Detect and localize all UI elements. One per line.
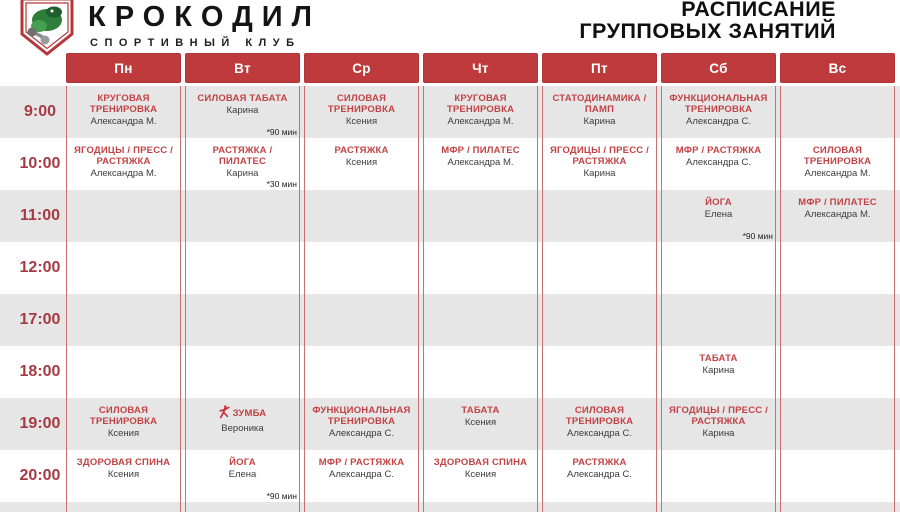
schedule-cell xyxy=(423,398,538,450)
crocodile-shield-icon xyxy=(18,0,76,56)
class-name: ЙОГА xyxy=(229,457,256,468)
trainer-name: Александра С. xyxy=(329,469,394,480)
schedule-cell xyxy=(185,138,300,190)
class-name: МФР / ПИЛАТЕС xyxy=(441,145,520,156)
schedule-cell xyxy=(661,346,776,398)
day-header-0[interactable]: Пн xyxy=(66,53,181,83)
class-name-text: ЗУМБА xyxy=(232,408,267,419)
trainer-name: Ксения xyxy=(464,417,497,428)
class-name: СИЛОВАЯ ТРЕНИРОВКА xyxy=(803,145,872,167)
day-header-1[interactable]: Вт xyxy=(185,53,300,83)
trainer-name: Ксения xyxy=(107,428,140,439)
schedule-cell xyxy=(304,86,419,138)
schedule-cell xyxy=(304,450,419,502)
duration-note: *90 мин xyxy=(266,127,297,137)
class-name: СИЛОВАЯ ТРЕНИРОВКА xyxy=(565,405,634,427)
trainer-name: Александра С. xyxy=(329,428,394,439)
time-label: 9:00 xyxy=(23,103,57,120)
time-label: 11:00 xyxy=(19,207,61,224)
trainer-name: Александра С. xyxy=(686,116,751,127)
schedule-cell xyxy=(423,450,538,502)
schedule-cell xyxy=(66,450,181,502)
class-name: ЙОГА xyxy=(705,197,732,208)
page-title-line1: РАСПИСАНИЕ xyxy=(681,0,836,21)
class-name: КРУГОВАЯ ТРЕНИРОВКА xyxy=(89,93,158,115)
club-tagline: СПОРТИВНЫЙ КЛУБ xyxy=(90,37,301,49)
day-header-6[interactable]: Вс xyxy=(780,53,895,83)
class-name: ЯГОДИЦЫ / ПРЕСС / РАСТЯЖКА xyxy=(73,145,173,167)
class-name: КРУГОВАЯ ТРЕНИРОВКА xyxy=(446,93,515,115)
duration-note: *90 мин xyxy=(742,231,773,241)
row-stripe xyxy=(0,294,900,346)
trainer-name: Ксения xyxy=(107,469,140,480)
class-name: СИЛОВАЯ ТРЕНИРОВКА xyxy=(89,405,158,427)
schedule-cell xyxy=(185,450,300,502)
trainer-name: Карина xyxy=(583,168,616,179)
schedule-cell xyxy=(780,138,895,190)
club-name: КРОКОДИЛ xyxy=(88,1,321,33)
class-name: СИЛОВАЯ ТРЕНИРОВКА xyxy=(327,93,396,115)
trainer-name: Вероника xyxy=(221,423,264,434)
schedule-cell xyxy=(542,86,657,138)
trainer-name: Александра С. xyxy=(567,469,632,480)
schedule-cell xyxy=(185,86,300,138)
class-name: ЗДОРОВАЯ СПИНА xyxy=(76,457,171,468)
class-name: ТАБАТА xyxy=(461,405,500,416)
class-name: МФР / РАСТЯЖКА xyxy=(675,145,762,156)
time-label: 12:00 xyxy=(19,259,61,276)
class-name: ФУНКЦИОНАЛЬНАЯ ТРЕНИРОВКА xyxy=(669,93,768,115)
duration-note: *30 мин xyxy=(266,179,297,189)
trainer-name: Карина xyxy=(702,428,735,439)
schedule-cell xyxy=(66,138,181,190)
schedule-cell xyxy=(780,190,895,242)
class-name: РАСТЯЖКА xyxy=(572,457,627,468)
page-title xyxy=(579,0,836,42)
class-name: РАСТЯЖКА / ПИЛАТЕС xyxy=(212,145,273,167)
trainer-name: Александра М. xyxy=(90,168,157,179)
trainer-name: Александра М. xyxy=(447,116,514,127)
schedule-cell xyxy=(542,450,657,502)
schedule-cell xyxy=(66,86,181,138)
schedule-cell xyxy=(304,138,419,190)
trainer-name: Александра М. xyxy=(804,209,871,220)
trainer-name: Карина xyxy=(583,116,616,127)
duration-note: *90 мин xyxy=(266,491,297,501)
trainer-name: Ксения xyxy=(345,116,378,127)
time-label: 18:00 xyxy=(19,363,61,380)
page-title-line2: ГРУППОВЫХ ЗАНЯТИЙ xyxy=(579,19,836,43)
trainer-name: Александра М. xyxy=(447,157,514,168)
class-name: СТАТОДИНАМИКА / ПАМП xyxy=(552,93,647,115)
time-label: 20:00 xyxy=(19,467,61,484)
bottom-row-stripe xyxy=(0,502,900,512)
class-name: МФР / ПИЛАТЕС xyxy=(798,197,877,208)
trainer-name: Ксения xyxy=(464,469,497,480)
trainer-name: Александра М. xyxy=(804,168,871,179)
trainer-name: Александра М. xyxy=(90,116,157,127)
class-name: ЯГОДИЦЫ / ПРЕСС / РАСТЯЖКА xyxy=(668,405,768,427)
day-header-4[interactable]: Пт xyxy=(542,53,657,83)
day-header-5[interactable]: Сб xyxy=(661,53,776,83)
day-header-2[interactable]: Ср xyxy=(304,53,419,83)
schedule-cell xyxy=(542,398,657,450)
schedule-cell xyxy=(661,398,776,450)
trainer-name: Карина xyxy=(702,365,735,376)
class-name: ЯГОДИЦЫ / ПРЕСС / РАСТЯЖКА xyxy=(549,145,649,167)
time-label: 17:00 xyxy=(19,311,61,328)
schedule-cell xyxy=(423,86,538,138)
schedule-cell xyxy=(661,86,776,138)
class-name: ФУНКЦИОНАЛЬНАЯ ТРЕНИРОВКА xyxy=(312,405,411,427)
schedule-cell xyxy=(304,398,419,450)
time-label: 10:00 xyxy=(19,155,61,172)
trainer-name: Александра С. xyxy=(567,428,632,439)
zumba-dancer-icon xyxy=(219,405,230,422)
trainer-name: Ксения xyxy=(345,157,378,168)
schedule-cell xyxy=(661,190,776,242)
class-name: ТАБАТА xyxy=(699,353,738,364)
schedule-cell xyxy=(66,398,181,450)
trainer-name: Карина xyxy=(226,105,259,116)
schedule-cell xyxy=(661,138,776,190)
time-label: 19:00 xyxy=(19,415,61,432)
day-header-3[interactable]: Чт xyxy=(423,53,538,83)
trainer-name: Елена xyxy=(704,209,733,220)
schedule-cell xyxy=(542,138,657,190)
class-name: ЗДОРОВАЯ СПИНА xyxy=(433,457,528,468)
class-name xyxy=(219,405,267,422)
schedule-cell xyxy=(185,398,300,450)
trainer-name: Елена xyxy=(228,469,257,480)
class-name: МФР / РАСТЯЖКА xyxy=(318,457,405,468)
schedule-cell xyxy=(423,138,538,190)
trainer-name: Карина xyxy=(226,168,259,179)
class-name: РАСТЯЖКА xyxy=(334,145,389,156)
class-name: СИЛОВАЯ ТАБАТА xyxy=(197,93,288,104)
trainer-name: Александра С. xyxy=(686,157,751,168)
